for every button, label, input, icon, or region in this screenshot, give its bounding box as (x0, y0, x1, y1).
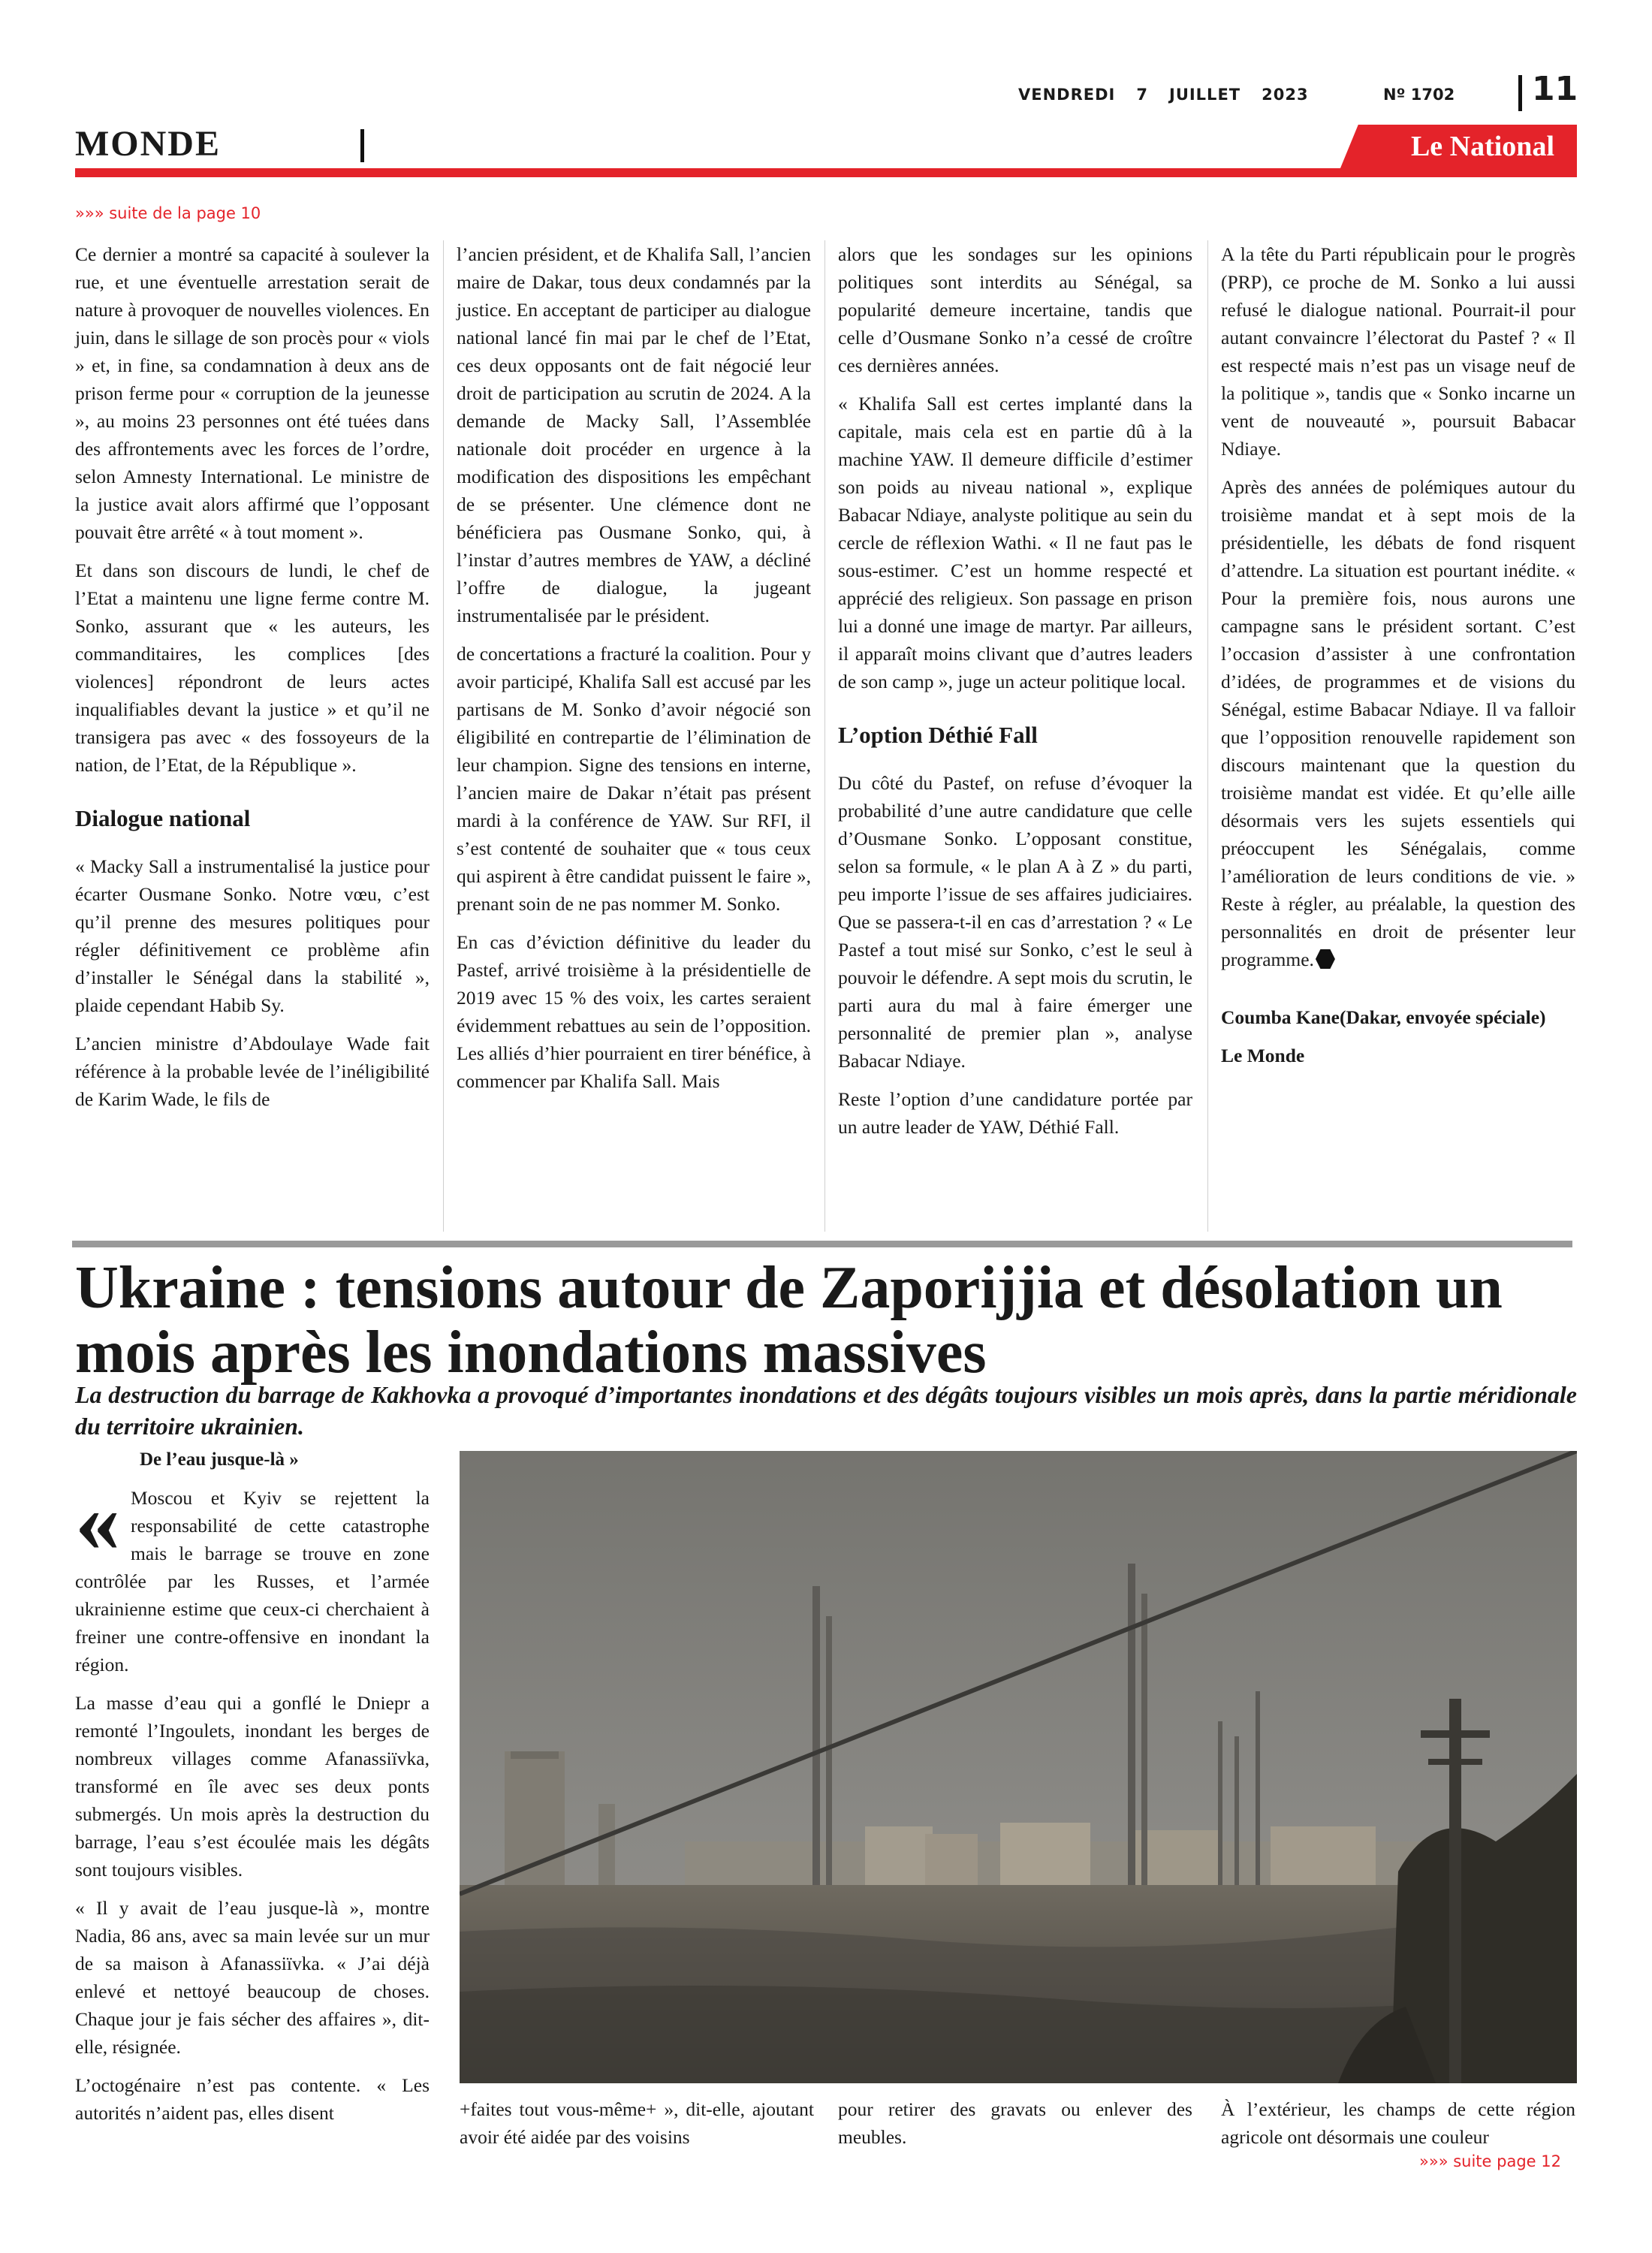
page-number: 11 (1532, 70, 1578, 108)
subheading-dialogue: Dialogue national (75, 805, 251, 831)
column-rule (1207, 240, 1208, 1232)
paragraph: En cas d’éviction définitive du leader du Pastef, arrivé troisième à la présidentielle de 2019 avec 15 % des voix, les cartes seraient évidemment rebattues au sein de l’opposition. Les alliés d’hier pourraient en tirer bénéfice, à commencer par Khalifa Sall. Mais (457, 931, 811, 1092)
date-year: 2023 (1262, 86, 1309, 104)
continued-from-link[interactable]: »»» suite de la page 10 (75, 204, 261, 222)
paragraph: pour retirer des gravats ou enlever des meubles. (838, 2098, 1192, 2148)
paragraph: Reste l’option d’une candidature portée par un autre leader de YAW, Déthié Fall. (838, 1088, 1192, 1138)
column-rule (443, 240, 444, 1232)
column-rule (824, 240, 825, 1232)
paragraph (1221, 473, 1575, 973)
article-separator (72, 1241, 1572, 1247)
paragraph: Du côté du Pastef, on refuse d’évoquer la probabilité d’une autre candidature que celle d’Ousmane Sonko. L’opposant constitue, selon sa formule, « le plan A à Z » du parti, peu importe l’issue de ses affaires judiciaires. Que se passera-t-il en cas d’arrestation ? « Le Pastef a tout misé sur Sonko, c’est le seul à pouvoir le défendre. A sept mois du scrutin, le parti aura du mal à faire émerger une personnalité de premier plan », analyse Babacar Ndiaye. (838, 772, 1192, 1072)
paragraph: alors que les sondages sur les opinions politiques sont interdits au Sénégal, sa popularité demeure incertaine, tandis que celle d’Ousmane Sonko n’a cessé de croître ces dernières années. (838, 243, 1192, 376)
brand-name: Le National (1410, 131, 1554, 162)
header-divider (1518, 75, 1522, 111)
date-weekday: VENDREDI (1018, 86, 1116, 104)
paragraph-text: Après des années de polémiques autour du troisième mandat et à sept mois de la présidentielle, les débats de fond risquent d’attendre. La situation est pourtant inédite. « Pour la première fois, nous aurons une campagne sans le président sortant. C’est l’occasion d’assister à une confrontation d’idées, de programmes et de visions du Sénégal, estime Babacar Ndiaye. Il va falloir que l’opposition renouvelle rapidement son discours maintenant que la question du troisième mandat est vidée. Et qu’elle aille désormais vers les sujets essentiels qui préoccupent les Sénégalais, comme l’amélioration de leurs conditions de vie. » Reste à régler, au préalable, la question des personnalités en droit de présenter leur programme. (1221, 476, 1575, 970)
paragraph: À l’extérieur, les champs de cette région agricole ont désormais une couleur (1221, 2098, 1575, 2148)
source-signature: Le Monde (1221, 1045, 1305, 1066)
issue-date (1018, 86, 1330, 104)
author-signature: Coumba Kane(Dakar, envoyée spéciale) (1221, 1006, 1546, 1028)
paragraph: La masse d’eau qui a gonflé le Dniepr a remonté l’Ingoulets, inondant les berges de nombreux villages comme Afanassiïvka, transformé en île avec ses deux ponts submergés. Un mois après la destruction du barrage, l’eau s’est écoulée mais les dégâts sont toujours visibles. (75, 1692, 430, 1881)
end-mark-icon (1316, 949, 1335, 969)
paragraph: L’ancien ministre d’Abdoulaye Wade fait référence à la probable levée de l’inéligibilité de Karim Wade, le fils de (75, 1033, 430, 1110)
ukraine-column-3 (838, 2095, 1192, 2161)
section-divider (360, 129, 364, 162)
continued-to-link[interactable]: »»» suite page 12 (1419, 2152, 1561, 2170)
paragraph: L’octogénaire n’est pas contente. « Les autorités n’aident pas, elles disent (75, 2074, 430, 2124)
ukraine-column-4 (1221, 2095, 1575, 2161)
article-column-3 (838, 240, 1192, 1151)
ukraine-column-1 (75, 1470, 430, 2137)
ukraine-column-2 (460, 2095, 814, 2161)
paragraph: « Khalifa Sall est certes implanté dans la capitale, mais cela est en partie dû à la machine YAW. Il demeure difficile d’estimer son poids au niveau national », explique Babacar Ndiaye, analyste politique au sein du cercle de réflexion Wathi. « Il ne faut pas le sous-estimer. C’est un homme respecté et apprécié des religieux. Son passage en prison lui a donné une image de martyr. Par ailleurs, il apparaît moins clivant que d’autres leaders de son camp », juge un acteur politique local. (838, 393, 1192, 692)
paragraph: Ce dernier a montré sa capacité à soulever la rue, et une éventuelle arrestation serait de nature à provoquer de nouvelles violences. En juin, dans le sillage de son procès pour « viols » et, in fine, sa condamnation à deux ans de prison ferme pour « corruption de la jeunesse », au moins 23 personnes ont été tuées dans des affrontements avec les forces de l’ordre, selon Amnesty International. Le ministre de la justice avait alors affirmé que l’opposant pouvait être arrêté « à tout moment ». (75, 243, 430, 543)
paragraph: « Macky Sall a instrumentalisé la justice pour écarter Ousmane Sonko. Notre vœu, c’est qu’il prenne des mesures politiques pour régler définitivement ce problème afin d’installer le Sénégal dans la stabilité », plaide cependant Habib Sy. (75, 855, 430, 1016)
article-headline: Ukraine : tensions autour de Zaporijjia et désolation un mois après les inondations massives (75, 1255, 1503, 1386)
date-day: 7 (1136, 86, 1148, 104)
header-rule (75, 168, 1577, 177)
paragraph: A la tête du Parti républicain pour le progrès (PRP), ce proche de M. Sonko a lui aussi refusé le dialogue national. Pourrait-il pour autant convaincre l’électorat du Pastef ? « Il est respecté mais n’est pas un visage neuf de la politique », tandis que « Sonko incarne un vent de nouveauté », poursuit Babacar Ndiaye. (1221, 243, 1575, 460)
paragraph: de concertations a fracturé la coalition. Pour y avoir participé, Khalifa Sall est accusé par les partisans de M. Sonko d’avoir négocié son éligibilité en contrepartie de l’élimination de leur champion. Signe des tensions en interne, l’ancien maire de Dakar n’était pas présent mardi à la conférence de YAW. Sur RFI, il s’est contenté de souhaiter que « tous ceux qui aspirent à être candidat puissent le faire », prenant soin de ne pas nommer M. Sonko. (457, 643, 811, 915)
paragraph: +faites tout vous-même+ », dit-elle, ajoutant avoir été aidée par des voisins (460, 2098, 814, 2148)
quote-mark-icon: « (75, 1470, 120, 1570)
section-title: MONDE (75, 124, 221, 164)
article-column-4 (1221, 240, 1575, 1080)
date-month: JUILLET (1169, 86, 1241, 104)
paragraph: l’ancien président, et de Khalifa Sall, l’ancien maire de Dakar, tous deux condamnés par la justice. En acceptant de participer au dialogue national lancé fin mai par le chef de l’Etat, ces deux opposants ont de fait négocié leur droit de participation au scrutin de 2024. A la demande de Macky Sall, l’Assemblée nationale doit procéder en urgence à la modification des dispositions les empêchant de se présenter. Une clémence dont ne bénéficiera pas Ousmane Sonko, qui, à l’instar d’autres membres de YAW, a décliné l’offre de dialogue, la jugeant instrumentalisée par le président. (457, 243, 811, 626)
article-column-1 (75, 240, 430, 1123)
article-standfirst: La destruction du barrage de Kakhovka a provoqué d’importantes inondations et des dégâts toujours visibles un mois après, dans la partie méridionale du territoire ukrainien. (75, 1381, 1577, 1440)
paragraph: Et dans son discours de lundi, le chef de l’Etat a maintenu une ligne ferme contre M. Sonko, assurant que « les auteurs, les commanditaires, les complices [des violences] répondront de leurs actes inqualifiables devant la justice » et qu’il ne transigera pas avec « des fossoyeurs de la nation, de l’Etat, de la République ». (75, 559, 430, 776)
article-column-2 (457, 240, 811, 1105)
zaporizhzhia-flood-photo (460, 1451, 1577, 2083)
paragraph: « Il y avait de l’eau jusque-là », montre Nadia, 86 ans, avec sa main levée sur un mur de sa maison à Afanassiïvka. « J’ai déjà enlevé et nettoyé beaucoup de choses. Chaque jour je fais sécher des affaires », dit-elle, résignée. (75, 1897, 430, 2058)
article-kicker: De l’eau jusque-là » (140, 1449, 299, 1470)
issue-number: Nº 1702 (1383, 86, 1455, 104)
paragraph: Moscou et Kyiv se rejettent la responsabilité de cette catastrophe mais le barrage se trouve en zone contrôlée par les Russes, et l’armée ukrainienne estime que ceux-ci cherchaient à freiner une contre-offensive en inondant la région. (75, 1487, 430, 1675)
subheading-option: L’option Déthié Fall (838, 722, 1038, 748)
